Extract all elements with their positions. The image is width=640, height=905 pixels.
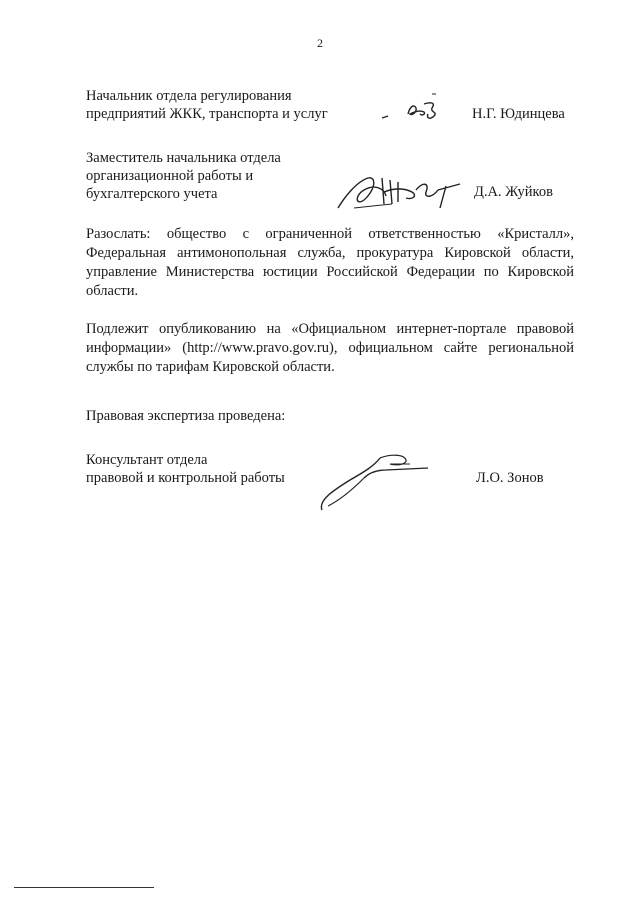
signatory-1-name: Н.Г. Юдинцева bbox=[472, 106, 565, 122]
signatory-1-signature bbox=[380, 90, 450, 124]
signatory-2-signature bbox=[334, 168, 464, 214]
page-number: 2 bbox=[317, 36, 323, 50]
publication-paragraph: Подлежит опубликованию на «Официальном интернет-портале правовой информации» (http://www.pravo.gov.ru), официальном сайте региональной службы по тарифам Кировской области. bbox=[86, 321, 574, 375]
footer-rule bbox=[14, 887, 154, 888]
signatory-2-position-line-1: Заместитель начальника отдела bbox=[86, 150, 281, 166]
signatory-1-position-line-2: предприятий ЖКК, транспорта и услуг bbox=[86, 106, 328, 122]
signatory-3-signature bbox=[314, 450, 434, 516]
signatory-2-name: Д.А. Жуйков bbox=[474, 184, 553, 200]
signatory-3-position-line-1: Консультант отдела bbox=[86, 452, 208, 468]
signatory-3-name: Л.О. Зонов bbox=[476, 470, 544, 486]
signatory-3-position-line-2: правовой и контрольной работы bbox=[86, 470, 285, 486]
signatory-2-position-line-3: бухгалтерского учета bbox=[86, 186, 218, 202]
legal-review-label: Правовая экспертиза проведена: bbox=[86, 408, 286, 424]
signatory-1-position-line-1: Начальник отдела регулирования bbox=[86, 88, 292, 104]
distribution-paragraph: Разослать: общество с ограниченной ответственностью «Кристалл», Федеральная антимонопольная служба, прокуратура Кировской области, управление Министерства юстиции Российской Федерации по Кировской области. bbox=[86, 226, 574, 299]
signatory-2-position-line-2: организационной работы и bbox=[86, 168, 254, 184]
